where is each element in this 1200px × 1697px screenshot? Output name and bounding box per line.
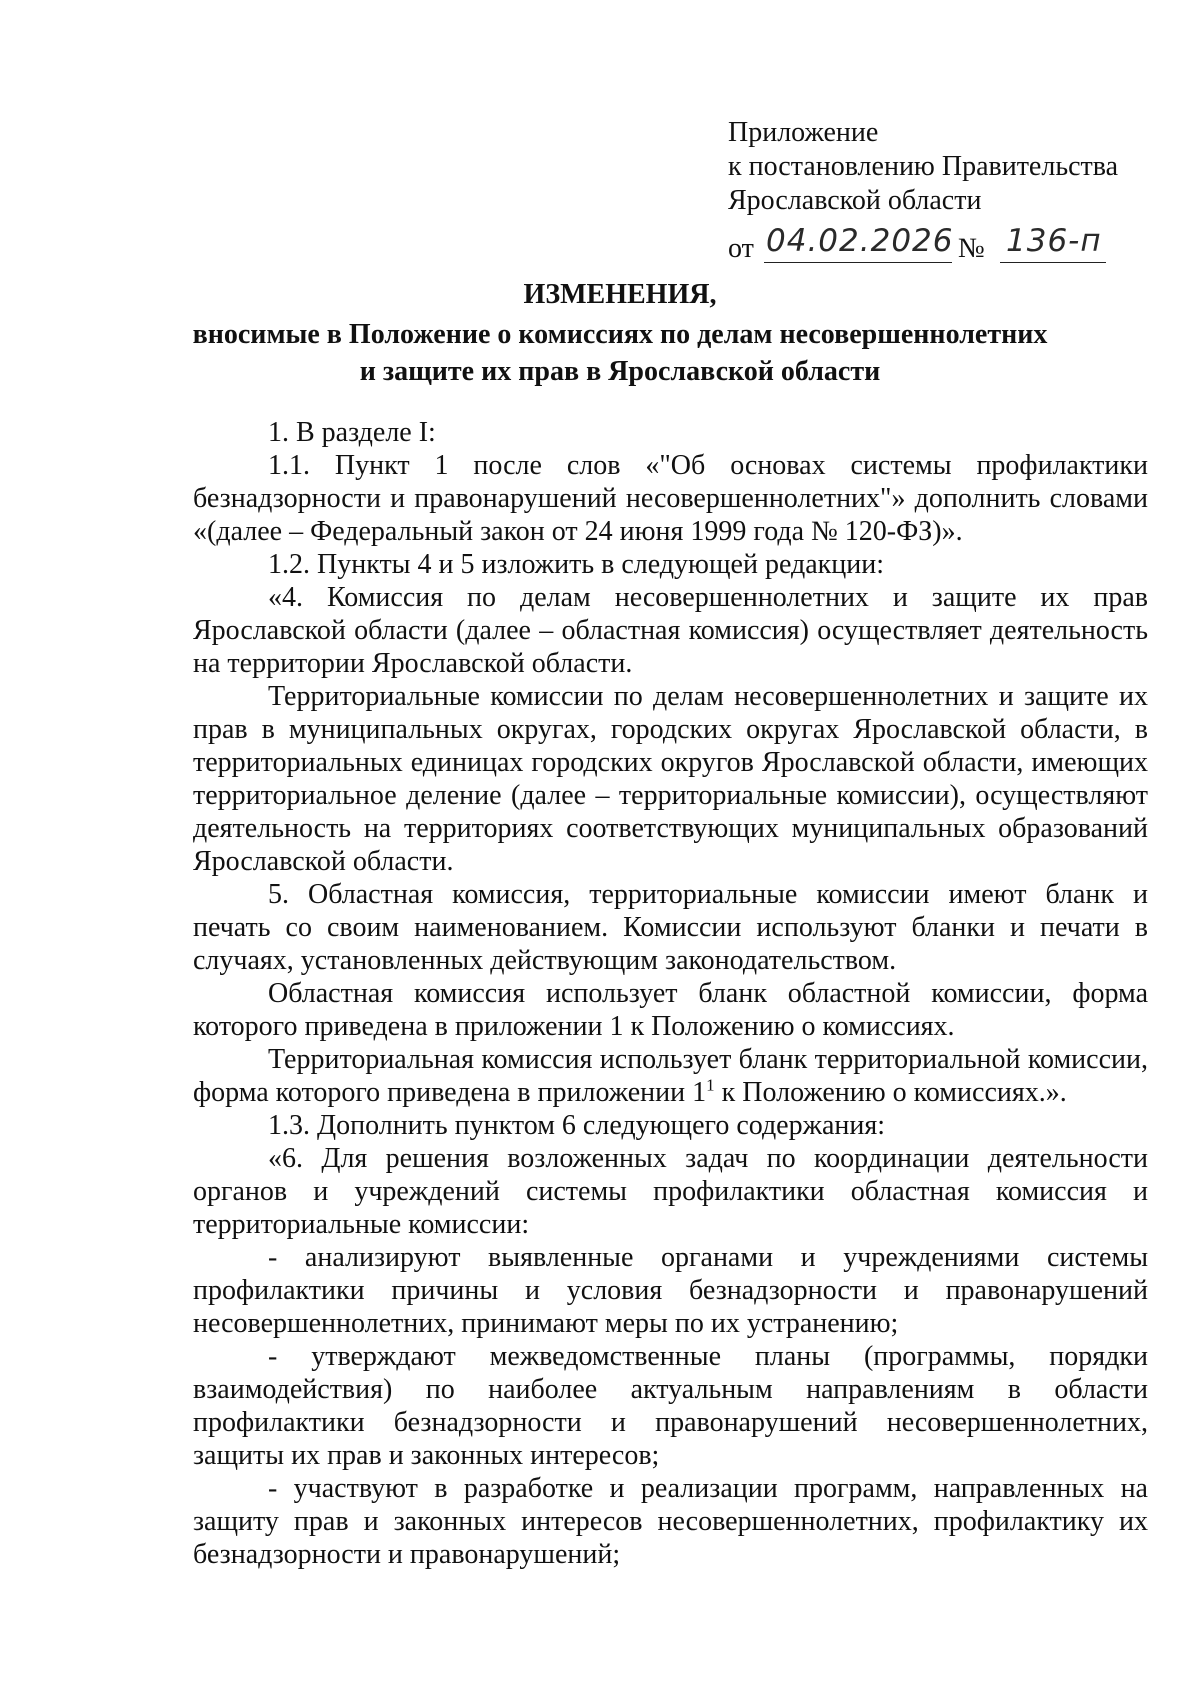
- number-underline: [1000, 262, 1106, 263]
- paragraph-territorial-blank: [193, 1043, 1148, 1109]
- paragraph-territorial-blank-text: Территориальная комиссия использует бланк территориальной комиссии, форма которого приведена в приложении 1: [193, 1044, 1148, 1108]
- appendix-line-1: Приложение: [728, 117, 879, 148]
- appendix-block: [728, 116, 1178, 268]
- paragraph-1-1: 1.1. Пункт 1 после слов «"Об основах системы профилактики безнадзорности и правонарушений несовершеннолетних"» дополнить словами «(далее – Федеральный закон от 24 июня 1999 года № 120-ФЗ)».: [193, 450, 1148, 547]
- date-prefix: от: [728, 233, 754, 264]
- paragraph-territorial-blank-end: к Положению о комиссиях.».: [714, 1077, 1067, 1108]
- appendix-date-row: [728, 224, 1178, 268]
- document-body: [193, 416, 1148, 1571]
- paragraph-regional-blank: Областная комиссия использует бланк областной комиссии, форма которого приведена в приложении 1 к Положению о комиссиях.: [193, 978, 1148, 1042]
- list-item-analyze: - анализируют выявленные органами и учреждениями системы профилактики причины и условия безнадзорности и правонарушений несовершеннолетних, принимают меры по их устранению;: [193, 1242, 1148, 1339]
- appendix-line-2: к постановлению Правительства: [728, 151, 1119, 182]
- date-underline: [764, 262, 952, 263]
- paragraph-territorial-commissions: Территориальные комиссии по делам несовершеннолетних и защите их прав в муниципальных округах, городских округах Ярославской области, в территориальных единицах городских округов Ярославской области, имеющих территориальное деление (далее – территориальные комиссии), осуществляют деятельность на территориях соответствующих муниципальных образований Ярославской области.: [193, 681, 1148, 877]
- number-sign: №: [958, 233, 985, 264]
- handwritten-number: 136-п: [1006, 223, 1102, 259]
- paragraph-item-5: 5. Областная комиссия, территориальные комиссии имеют бланк и печать со своим наименованием. Комиссии используют бланки и печати в случаях, установленных действующим законодательством.: [193, 879, 1148, 976]
- appendix-superscript: 1: [706, 1075, 715, 1095]
- paragraph-1-2: 1.2. Пункты 4 и 5 изложить в следующей редакции:: [268, 549, 885, 580]
- paragraph-section-1: 1. В разделе I:: [268, 417, 436, 448]
- document-title: ИЗМЕНЕНИЯ,: [523, 279, 717, 310]
- document-subtitle-line-2: и защите их прав в Ярославской области: [359, 356, 881, 387]
- list-item-approve: - утверждают межведомственные планы (программы, порядки взаимодействия) по наиболее актуальным направлениям в области профилактики безнадзорности и правонарушений несовершеннолетних, защиты их прав и законных интересов;: [193, 1341, 1148, 1471]
- paragraph-item-4: «4. Комиссия по делам несовершеннолетних и защите их прав Ярославской области (далее – областная комиссия) осуществляет деятельность на территории Ярославской области.: [193, 582, 1148, 679]
- handwritten-date: 04.02.2026: [766, 223, 954, 259]
- document-subtitle-line-1: вносимые в Положение о комиссиях по делам несовершеннолетних: [192, 319, 1048, 350]
- appendix-line-3: Ярославской области: [728, 185, 982, 216]
- paragraph-item-6: «6. Для решения возложенных задач по координации деятельности органов и учреждений системы профилактики областная комиссия и территориальные комиссии:: [193, 1143, 1148, 1240]
- list-item-participate: - участвуют в разработке и реализации программ, направленных на защиту прав и законных интересов несовершеннолетних, профилактику их безнадзорности и правонарушений;: [193, 1473, 1148, 1570]
- paragraph-1-3: 1.3. Дополнить пунктом 6 следующего содержания:: [268, 1110, 886, 1141]
